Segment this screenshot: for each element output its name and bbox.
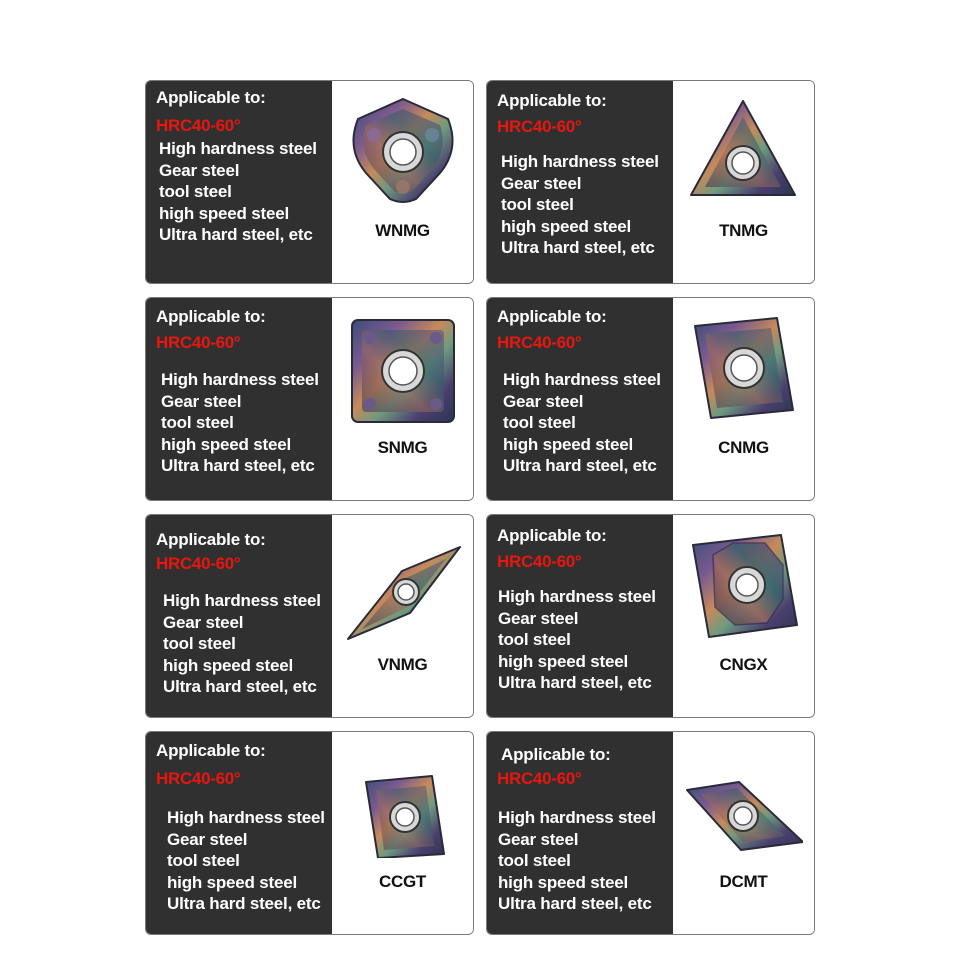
insert-code: CCGT [379, 872, 426, 891]
insert-code: SNMG [377, 438, 428, 457]
material-item: Gear steel [501, 173, 582, 193]
insert-code: TNMG [719, 221, 768, 240]
applicable-heading: Applicable to: [156, 88, 266, 107]
material-item: High hardness steel [503, 370, 661, 389]
applicable-heading: Applicable to: [501, 745, 611, 764]
material-item: Gear steel [498, 829, 579, 849]
material-item: high speed steel [498, 872, 629, 892]
material-item: High hardness steel [501, 152, 659, 171]
material-item: High hardness steel [167, 808, 325, 827]
rhombus-80-positive-insert-icon [344, 746, 462, 858]
material-item: High hardness steel [159, 139, 317, 158]
material-item: tool steel [167, 851, 240, 870]
material-item: tool steel [163, 634, 236, 653]
material-item: High hardness steel [163, 591, 321, 610]
spec-panel [146, 81, 332, 283]
insert-card-dcmt [486, 731, 815, 935]
hardness-range: HRC40-60° [497, 552, 582, 571]
material-list [497, 369, 673, 477]
material-list [156, 138, 332, 246]
material-item: Gear steel [167, 829, 248, 849]
hardness-range: HRC40-60° [156, 116, 241, 135]
material-list [497, 151, 673, 259]
material-item: High hardness steel [161, 370, 319, 389]
material-item: Gear steel [503, 391, 584, 411]
insert-code: DCMT [719, 872, 768, 891]
material-item: tool steel [159, 182, 232, 201]
material-item: Ultra hard steel, etc [161, 456, 315, 475]
material-item: Ultra hard steel, etc [159, 225, 313, 244]
triangle-insert-icon [685, 95, 803, 207]
applicable-heading: Applicable to: [497, 526, 607, 545]
spec-panel [487, 81, 673, 283]
material-item: High hardness steel [498, 587, 656, 606]
insert-card-wnmg [145, 80, 474, 284]
insert-code: CNGX [719, 655, 768, 674]
spec-panel [146, 298, 332, 500]
rhombus-80-wiper-insert-icon [685, 529, 803, 641]
material-item: Ultra hard steel, etc [167, 894, 321, 913]
insert-card-snmg [145, 297, 474, 501]
material-item: Ultra hard steel, etc [163, 677, 317, 696]
product-panel [673, 515, 814, 717]
square-insert-icon [344, 312, 462, 424]
product-panel [332, 515, 473, 717]
rhombus-80-insert-icon [685, 312, 803, 424]
material-item: Ultra hard steel, etc [503, 456, 657, 475]
product-panel [332, 81, 473, 283]
material-item: Gear steel [163, 612, 244, 632]
material-list [156, 369, 332, 477]
product-panel [673, 81, 814, 283]
hardness-range: HRC40-60° [497, 769, 582, 788]
trigon-insert-icon [344, 95, 462, 207]
material-item: high speed steel [159, 203, 290, 223]
material-item: Ultra hard steel, etc [498, 673, 652, 692]
material-item: Gear steel [159, 160, 240, 180]
material-list [156, 590, 332, 698]
product-panel [332, 298, 473, 500]
material-item: tool steel [498, 851, 571, 870]
insert-card-vnmg [145, 514, 474, 718]
product-panel [673, 732, 814, 934]
insert-code: CNMG [718, 438, 769, 457]
material-item: high speed steel [503, 434, 634, 454]
material-item: Ultra hard steel, etc [498, 894, 652, 913]
hardness-range: HRC40-60° [156, 333, 241, 352]
insert-code: WNMG [375, 221, 430, 240]
material-item: high speed steel [163, 655, 294, 675]
material-item: Gear steel [161, 391, 242, 411]
applicable-heading: Applicable to: [156, 530, 266, 549]
insert-card-ccgt [145, 731, 474, 935]
hardness-range: HRC40-60° [497, 333, 582, 352]
material-list [497, 586, 673, 694]
material-item: High hardness steel [498, 808, 656, 827]
material-item: high speed steel [498, 651, 629, 671]
material-item: tool steel [501, 195, 574, 214]
insert-card-tnmg [486, 80, 815, 284]
insert-card-cnmg [486, 297, 815, 501]
material-item: high speed steel [167, 872, 298, 892]
material-list [497, 807, 673, 915]
spec-panel [487, 298, 673, 500]
rhombus-35-insert-icon [344, 529, 462, 641]
material-item: tool steel [161, 413, 234, 432]
material-list [156, 807, 332, 915]
applicable-heading: Applicable to: [497, 307, 607, 326]
material-item: high speed steel [161, 434, 292, 454]
spec-panel [146, 515, 332, 717]
hardness-range: HRC40-60° [497, 117, 582, 136]
spec-panel [146, 732, 332, 934]
material-item: tool steel [503, 413, 576, 432]
material-item: Gear steel [498, 608, 579, 628]
applicable-heading: Applicable to: [497, 91, 607, 110]
rhombus-55-insert-icon [685, 746, 803, 858]
product-panel [332, 732, 473, 934]
material-item: tool steel [498, 630, 571, 649]
spec-panel [487, 732, 673, 934]
hardness-range: HRC40-60° [156, 769, 241, 788]
hardness-range: HRC40-60° [156, 554, 241, 573]
material-item: Ultra hard steel, etc [501, 238, 655, 257]
spec-panel [487, 515, 673, 717]
insert-code: VNMG [377, 655, 428, 674]
product-panel [673, 298, 814, 500]
material-item: high speed steel [501, 216, 632, 236]
insert-card-cngx [486, 514, 815, 718]
applicable-heading: Applicable to: [156, 307, 266, 326]
applicable-heading: Applicable to: [156, 741, 266, 760]
